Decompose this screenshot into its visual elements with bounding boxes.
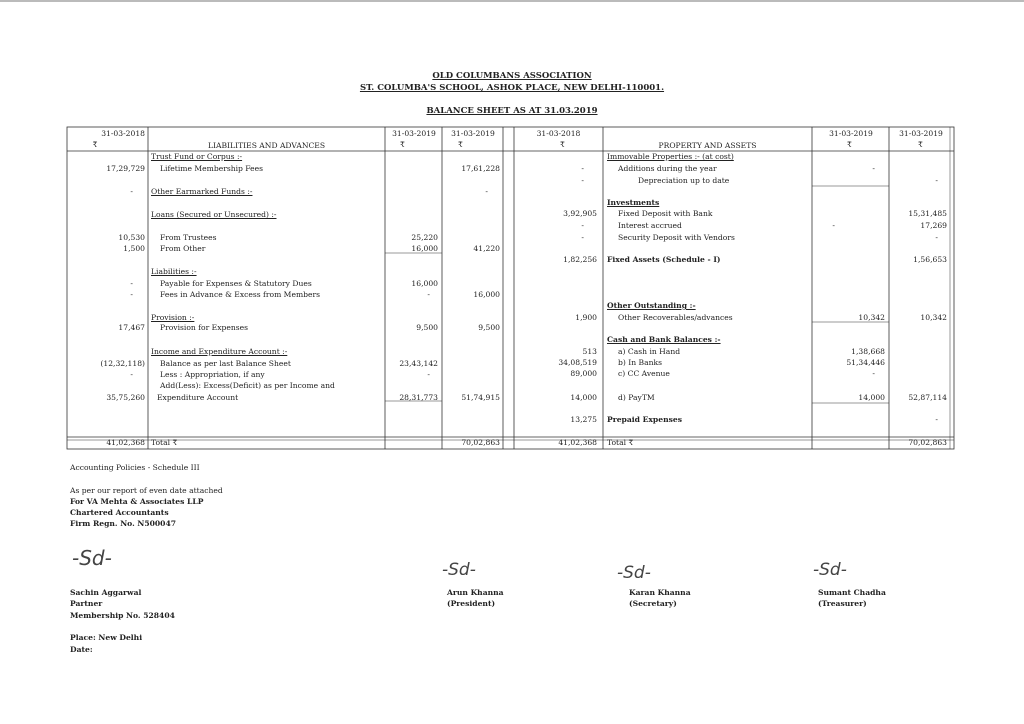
fees-advance-prev: - (130, 290, 133, 299)
fixed-assets-label: Fixed Assets (Schedule - I) (607, 255, 721, 264)
secretary-name: Karan Khanna (629, 588, 691, 597)
other-outstanding-heading: Other Outstanding :- (607, 301, 696, 310)
cc-avenue-label: c) CC Avenue (618, 369, 670, 378)
left-total-cur: 70,02,863 (461, 438, 500, 447)
fixed-assets-total: 1,56,653 (913, 255, 947, 264)
col-right-cur-rupee: ₹ (847, 140, 852, 149)
date: Date: (70, 645, 93, 654)
loan-other-label: From Other (160, 244, 206, 253)
signature-secretary: -Sd- (617, 563, 651, 583)
imm-additions-prev: - (581, 164, 584, 173)
ie-excess-label: Add(Less): Excess(Deficit) as per Income and (160, 381, 335, 390)
prepaid-total: - (935, 415, 938, 424)
provision-prev: 17,467 (118, 323, 145, 332)
paytm-cur: 14,000 (858, 393, 885, 402)
ie-account-total: 51,74,915 (461, 393, 500, 402)
col-right-prev-date: 31-03-2018 (536, 129, 581, 138)
loans-total: 41,220 (473, 244, 500, 253)
loan-trustees-cur: 25,220 (411, 233, 438, 242)
cash-hand-label: a) Cash in Hand (618, 347, 681, 356)
provision-cur: 9,500 (416, 323, 438, 332)
inv-interest-prev: - (581, 221, 584, 230)
left-total-prev: 41,02,368 (106, 438, 145, 447)
provision-heading: Provision :- (151, 313, 195, 322)
org-name: OLD COLUMBANS ASSOCIATION (432, 71, 592, 81)
org-address: ST. COLUMBA'S SCHOOL, ASHOK PLACE, NEW DELHI-110001. (359, 83, 665, 93)
ie-excess-cur: 28,31,773 (399, 393, 438, 402)
col-left-cur-rupee: ₹ (400, 140, 405, 149)
ie-balance-label: Balance as per last Balance Sheet (160, 359, 291, 368)
firm-type: Chartered Accountants (70, 508, 169, 517)
ie-appropriation-prev: - (130, 370, 133, 379)
liabilities-total: 16,000 (473, 290, 500, 299)
in-banks-label: b) In Banks (618, 358, 663, 367)
page-title: BALANCE SHEET AS AT 31.03.2019 (426, 106, 598, 116)
loans-heading: Loans (Secured or Unsecured) :- (151, 210, 277, 219)
inv-fd-total: 15,31,485 (908, 209, 947, 218)
cash-bank-heading: Cash and Bank Balances :- (607, 335, 721, 344)
cash-bank-total: 52,87,114 (908, 393, 947, 402)
ie-account-heading: Income and Expenditure Account :- (151, 347, 288, 356)
in-banks-prev: 34,08,519 (558, 358, 597, 367)
signature-partner: -Sd- (72, 546, 112, 570)
col-left-prev-date: 31-03-2018 (101, 129, 145, 138)
inv-deposit-label: Security Deposit with Vendors (618, 233, 735, 242)
immovable-heading: Immovable Properties :- (at cost) (607, 152, 734, 161)
right-total-label: Total ₹ (607, 438, 634, 447)
payable-label: Payable for Expenses & Statutory Dues (160, 279, 312, 288)
imm-depreciation-prev: - (581, 176, 584, 185)
provision-label: Provision for Expenses (160, 323, 249, 332)
other-outstanding-total: 10,342 (920, 313, 947, 322)
inv-interest-label: Interest accrued (618, 221, 682, 230)
in-banks-cur: 51,34,446 (846, 358, 885, 367)
imm-depreciation-label: Depreciation up to date (638, 176, 730, 185)
president-role: (President) (447, 599, 496, 608)
ie-excess-prev: 35,75,260 (106, 393, 145, 402)
inv-fd-label: Fixed Deposit with Bank (618, 209, 713, 218)
other-recoverables-cur: 10,342 (858, 313, 885, 322)
ie-excess-label-cont: Expenditure Account (157, 393, 239, 402)
paytm-label: d) PayTM (618, 393, 655, 402)
prepaid-prev: 13,275 (570, 415, 597, 424)
left-total-label: Total ₹ (151, 438, 178, 447)
fees-advance-label: Fees in Advance & Excess from Members (160, 290, 321, 299)
col-left-cur-date: 31-03-2019 (392, 129, 436, 138)
partner-membership: Membership No. 528404 (70, 611, 175, 620)
secretary-role: (Secretary) (629, 599, 677, 608)
col-left-total-date: 31-03-2019 (451, 129, 495, 138)
inv-deposit-total: - (935, 233, 938, 242)
col-right-total-date: 31-03-2019 (899, 129, 943, 138)
col-right-cur-date: 31-03-2019 (829, 129, 873, 138)
trust-fund-heading: Trust Fund or Corpus :- (151, 152, 243, 161)
col-left-total-rupee: ₹ (458, 140, 463, 149)
loan-other-prev: 1,500 (123, 244, 145, 253)
firm-name: For VA Mehta & Associates LLP (70, 497, 204, 506)
ie-appropriation-cur: - (427, 370, 430, 379)
report-note: As per our report of even date attached (70, 486, 223, 495)
imm-additions-label: Additions during the year (618, 164, 717, 173)
inv-deposit-prev: - (581, 233, 584, 242)
earmarked-prev: - (130, 187, 133, 196)
trust-prev: 17,29,729 (106, 164, 145, 173)
prepaid-label: Prepaid Expenses (607, 415, 682, 424)
accounting-policies: Accounting Policies - Schedule III (70, 463, 200, 472)
partner-role: Partner (70, 599, 103, 608)
immovable-total: - (935, 176, 938, 185)
signature-treasurer: -Sd- (813, 560, 847, 580)
col-liabilities-heading: LIABILITIES AND ADVANCES (207, 141, 326, 150)
cc-avenue-cur: - (872, 369, 875, 378)
loan-other-cur: 16,000 (411, 244, 438, 253)
ie-appropriation-label: Less : Appropriation, if any (160, 370, 265, 379)
payable-cur: 16,000 (411, 279, 438, 288)
cash-hand-cur: 1,38,668 (851, 347, 885, 356)
loan-trustees-label: From Trustees (160, 233, 217, 242)
right-total-prev: 41,02,368 (558, 438, 597, 447)
firm-regn: Firm Regn. No. N500047 (70, 519, 177, 528)
ie-balance-cur: 23,43,142 (399, 359, 438, 368)
other-recoverables-prev: 1,900 (575, 313, 597, 322)
other-recoverables-label: Other Recoverables/advances (618, 313, 733, 322)
fixed-assets-prev: 1,82,256 (563, 255, 597, 264)
cc-avenue-prev: 89,000 (570, 369, 597, 378)
inv-interest-total: 17,269 (920, 221, 947, 230)
partner-name: Sachin Aggarwal (70, 588, 142, 597)
col-assets-heading: PROPERTY AND ASSETS (658, 141, 757, 150)
col-left-prev-rupee: ₹ (92, 140, 98, 149)
col-right-prev-rupee: ₹ (560, 140, 565, 149)
provision-total: 9,500 (478, 323, 500, 332)
investments-heading: Investments (607, 198, 660, 207)
col-right-total-rupee: ₹ (918, 140, 923, 149)
payable-prev: - (130, 279, 133, 288)
fees-advance-cur: - (427, 290, 430, 299)
paytm-prev: 14,000 (570, 393, 597, 402)
president-name: Arun Khanna (447, 588, 504, 597)
inv-interest-cur: - (832, 221, 835, 230)
cash-hand-prev: 513 (582, 347, 597, 356)
right-total-cur: 70,02,863 (908, 438, 947, 447)
treasurer-name: Sumant Chadha (818, 588, 886, 597)
ie-balance-prev: (12,32,118) (100, 359, 145, 368)
imm-additions-cur: - (872, 164, 875, 173)
liabilities-heading: Liabilities :- (151, 267, 197, 276)
loan-trustees-prev: 10,530 (118, 233, 145, 242)
trust-total: 17,61,228 (461, 164, 500, 173)
place: Place: New Delhi (70, 633, 143, 642)
earmarked-total: - (485, 187, 488, 196)
inv-fd-prev: 3,92,905 (563, 209, 597, 218)
signature-president: -Sd- (442, 560, 476, 580)
treasurer-role: (Treasurer) (818, 599, 867, 608)
trust-item-label: Lifetime Membership Fees (160, 164, 264, 173)
earmarked-heading: Other Earmarked Funds :- (151, 187, 253, 196)
